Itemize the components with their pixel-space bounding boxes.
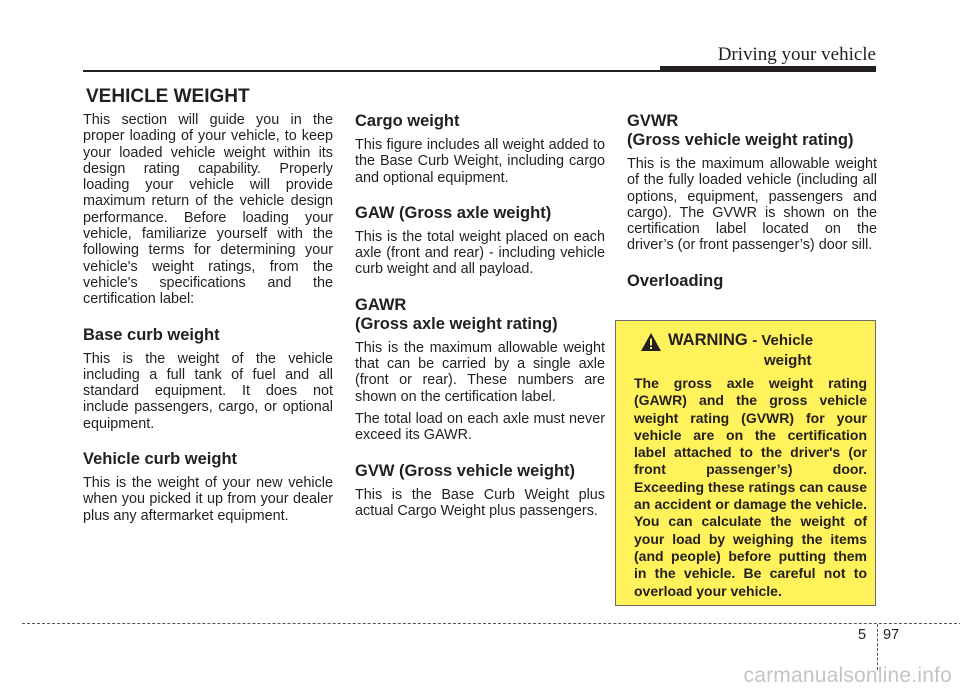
column-1 bbox=[83, 112, 333, 530]
gawr-text-1: This is the maximum allowable weight that can be carried by a single axle (front or rear). These numbers are shown on the certification label. bbox=[355, 339, 605, 405]
vehicle-curb-weight-text: This is the weight of your new vehicle when you picked it up from your dealer plus any aftermarket equipment. bbox=[83, 475, 333, 524]
base-curb-weight-heading: Base curb weight bbox=[83, 325, 220, 344]
vehicle-curb-weight-heading: Vehicle curb weight bbox=[83, 450, 238, 469]
gawr-text-2: The total load on each axle must never exceed its GAWR. bbox=[355, 410, 605, 444]
gawr-heading-line2: (Gross axle weight rating) bbox=[355, 314, 558, 333]
header-rule-thin bbox=[83, 70, 665, 72]
base-curb-weight-text: This is the weight of the vehicle including a full tank of fuel and all standard equipment. It does not include passengers, cargo, or optional equipment. bbox=[83, 350, 333, 432]
column-3 bbox=[627, 112, 877, 297]
warning-subject-line1: - Vehicle bbox=[752, 332, 814, 349]
intro-paragraph: This section will guide you in the proper loading of your vehicle, to keep your loaded vehicle weight within its design rating capability. Properly loading your vehicle will provide maximum return of the vehicle design performance. Before loading your vehicle, familiarize yourself with the following terms for determining your vehicle's weight ratings, from the vehicle's specifications and the certification label: bbox=[83, 112, 333, 308]
gvwr-heading bbox=[627, 112, 877, 150]
gvw-text: This is the Base Curb Weight plus actual Cargo Weight plus passengers. bbox=[355, 486, 605, 519]
gvw-heading: GVW (Gross vehicle weight) bbox=[355, 461, 576, 480]
gvwr-heading-line2: (Gross vehicle weight rating) bbox=[627, 131, 854, 149]
page-number: 97 bbox=[883, 627, 900, 643]
chapter-number: 5 bbox=[858, 627, 867, 643]
cargo-weight-heading: Cargo weight bbox=[355, 112, 460, 130]
warning-header bbox=[640, 331, 867, 352]
gaw-heading: GAW (Gross axle weight) bbox=[355, 203, 552, 222]
warning-box bbox=[615, 320, 876, 606]
header-rule-thick bbox=[660, 66, 876, 72]
warning-subject-line2: weight bbox=[764, 352, 812, 369]
footer-dashed-rule bbox=[22, 623, 960, 624]
overloading-heading: Overloading bbox=[627, 271, 724, 290]
cargo-weight-text: This figure includes all weight added to the Base Curb Weight, including cargo and optional equipment. bbox=[355, 137, 605, 186]
column-2 bbox=[355, 112, 605, 525]
gvwr-text: This is the maximum allowable weight of the fully loaded vehicle (including all options, equipment, passengers and cargo). The GVWR is shown on the certification label located on the driver’s (or front passenger’s) door sill. bbox=[627, 156, 877, 254]
warning-word: WARNING bbox=[668, 331, 748, 349]
watermark-text: carmanualsonline.info bbox=[743, 664, 952, 687]
warning-body: The gross axle weight rating (GAWR) and the gross vehicle weight rating (GVWR) for your vehicle are on the certification label attached to the driver's (or front passenger’s) door. Exceeding these ratings can cause an accident or damage the vehicle. You can calculate the weight of your load by weighing the items (and people) before putting them in the vehicle. Be careful not to overload your vehicle. bbox=[634, 375, 867, 599]
gawr-heading bbox=[355, 296, 605, 334]
header-title: Driving your vehicle bbox=[717, 44, 876, 65]
gaw-text: This is the total weight placed on each axle (front and rear) - including vehicle curb weight and all payload. bbox=[355, 228, 605, 278]
warning-triangle-icon bbox=[640, 332, 662, 352]
section-title: VEHICLE WEIGHT bbox=[86, 86, 250, 107]
gawr-heading-line1: GAWR bbox=[355, 295, 407, 314]
gvwr-heading-line1: GVWR bbox=[627, 112, 679, 130]
